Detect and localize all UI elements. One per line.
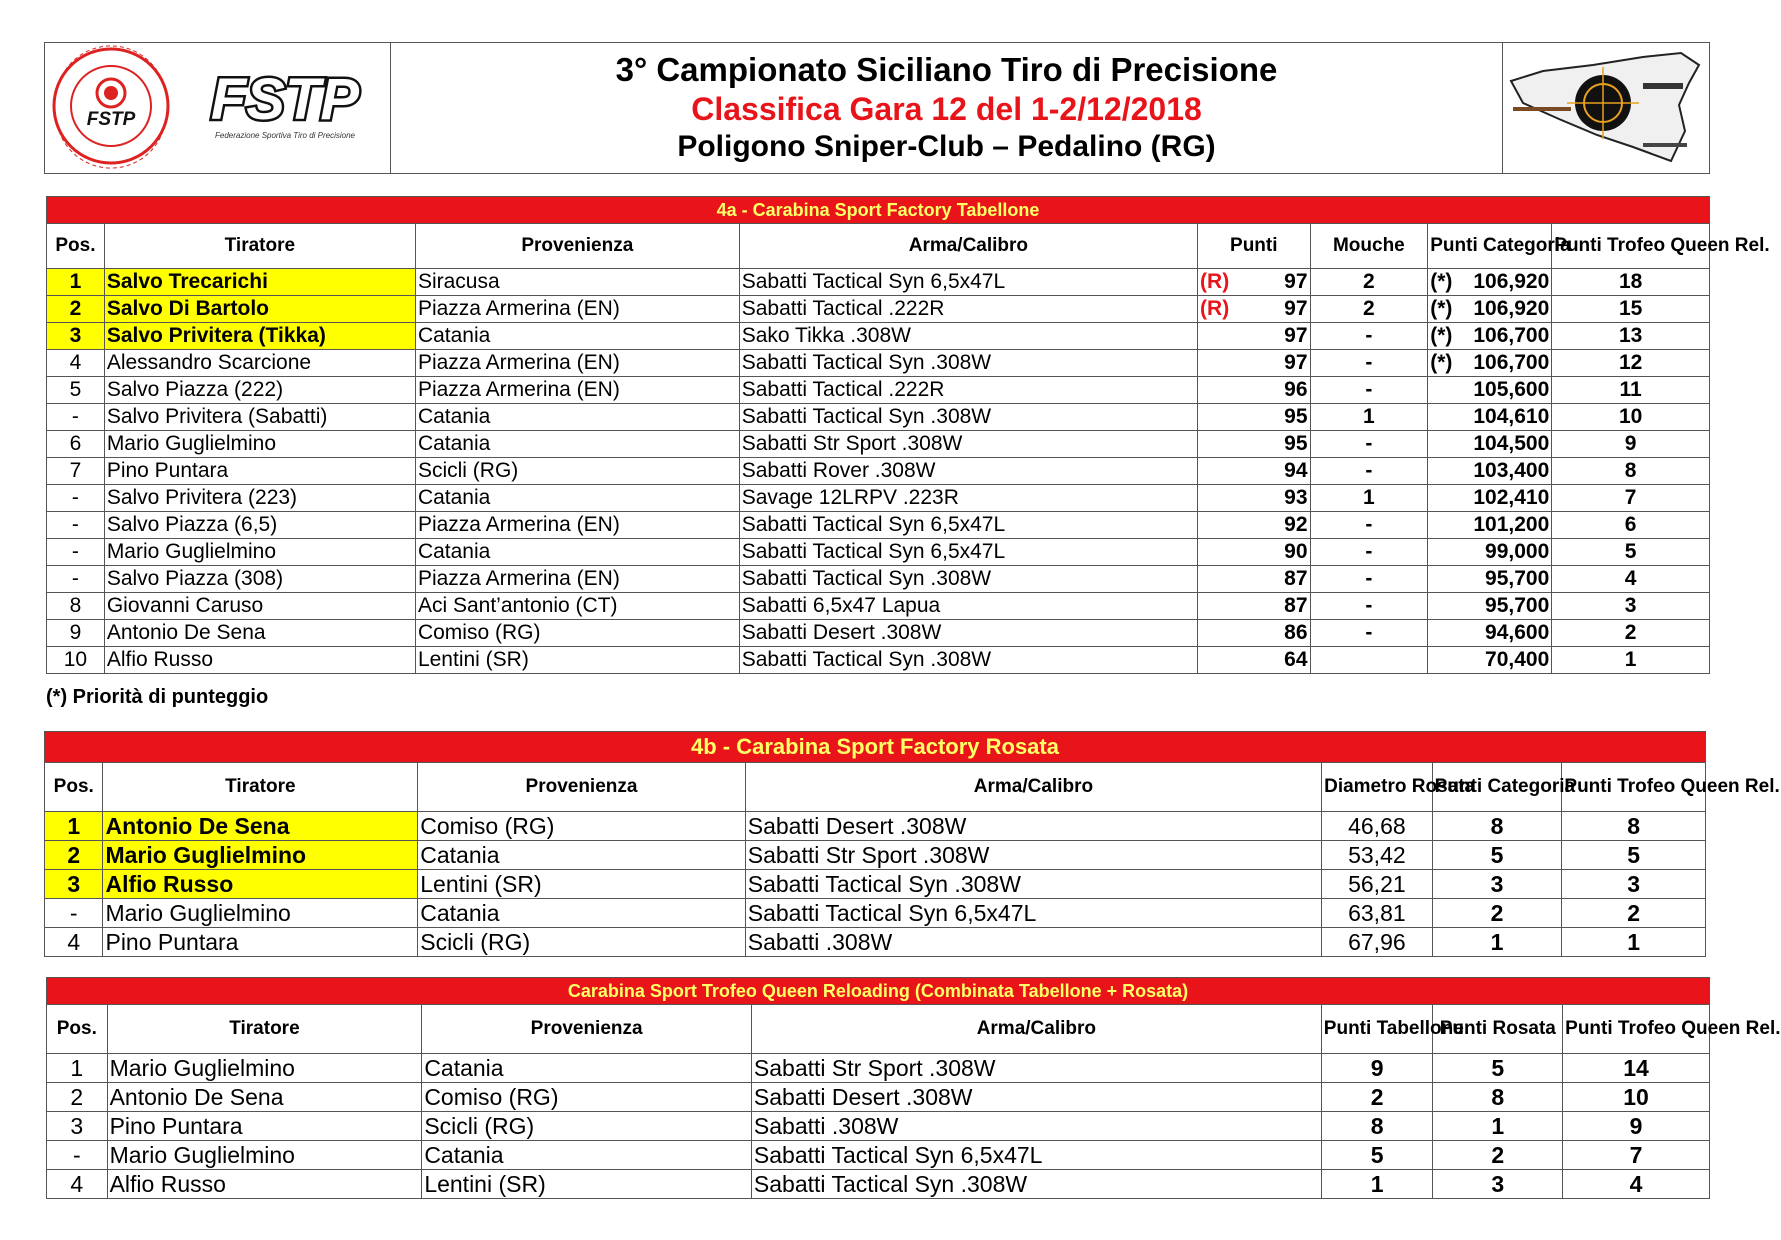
svg-text:FSTP: FSTP — [210, 67, 360, 132]
shooter-name-cell: Mario Guglielmino — [107, 1141, 422, 1170]
points-cell — [1198, 377, 1310, 404]
table-row — [47, 539, 1710, 566]
origin-cell: Catania — [415, 539, 739, 566]
points-cell — [1198, 539, 1310, 566]
weapon-cell: Sabatti .308W — [745, 928, 1321, 957]
col-header: Punti Categoria — [1428, 224, 1552, 269]
trophy-points-cell: 4 — [1563, 1170, 1710, 1199]
shooter-name-cell: Antonio De Sena — [103, 812, 418, 841]
position-cell: - — [47, 539, 105, 566]
position-cell: - — [45, 899, 103, 928]
points-cell — [1198, 512, 1310, 539]
shooter-name-cell: Salvo Di Bartolo — [104, 296, 415, 323]
col-header: Punti Trofeo Queen Rel. — [1552, 224, 1710, 269]
category-points-cell: 3 — [1432, 870, 1562, 899]
weapon-cell: Savage 12LRPV .223R — [739, 485, 1197, 512]
origin-cell: Catania — [415, 431, 739, 458]
col-header: Punti Categoria — [1432, 763, 1562, 812]
weapon-cell: Sabatti Tactical Syn .308W — [739, 404, 1197, 431]
weapon-cell: Sabatti Tactical .222R — [739, 296, 1197, 323]
points-cell — [1198, 458, 1310, 485]
origin-cell: Piazza Armerina (EN) — [415, 566, 739, 593]
origin-cell: Catania — [415, 323, 739, 350]
table-header-row — [47, 1005, 1710, 1054]
mouche-cell: - — [1310, 539, 1428, 566]
trophy-points-cell: 8 — [1552, 458, 1710, 485]
table-row — [47, 296, 1710, 323]
points-cell — [1198, 647, 1310, 674]
points-cell — [1198, 620, 1310, 647]
rosata-points-cell: 5 — [1433, 1054, 1563, 1083]
category-points-cell — [1428, 296, 1552, 323]
shooter-name-cell: Mario Guglielmino — [107, 1054, 422, 1083]
tabellone-points-cell: 8 — [1321, 1112, 1433, 1141]
points-cell — [1198, 485, 1310, 512]
tabellone-points-cell: 5 — [1321, 1141, 1433, 1170]
origin-cell: Piazza Armerina (EN) — [415, 512, 739, 539]
origin-cell: Comiso (RG) — [422, 1083, 752, 1112]
category-points-cell — [1428, 404, 1552, 431]
points-cell-value: 87 — [1284, 594, 1308, 617]
position-cell: - — [47, 404, 105, 431]
trophy-points-cell: 3 — [1552, 593, 1710, 620]
category-points-cell — [1428, 377, 1552, 404]
weapon-cell: Sabatti Tactical Syn 6,5x47L — [739, 269, 1197, 296]
points-cell-value: 87 — [1284, 567, 1308, 590]
shooter-name-cell: Salvo Privitera (Tikka) — [104, 323, 415, 350]
origin-cell: Scicli (RG) — [415, 458, 739, 485]
weapon-cell: Sabatti Str Sport .308W — [739, 431, 1197, 458]
points-cell-value: 64 — [1284, 648, 1308, 671]
position-cell: 2 — [47, 296, 105, 323]
trophy-points-cell: 5 — [1562, 841, 1706, 870]
category-points-cell — [1428, 647, 1552, 674]
category-points-cell-prefix: (*) — [1430, 270, 1453, 293]
shooter-name-cell: Mario Guglielmino — [104, 539, 415, 566]
category-points-cell-prefix: (*) — [1430, 351, 1453, 374]
mouche-cell: - — [1310, 323, 1428, 350]
category-points-cell — [1428, 512, 1552, 539]
diameter-cell: 46,68 — [1322, 812, 1433, 841]
origin-cell: Comiso (RG) — [418, 812, 746, 841]
points-cell — [1198, 431, 1310, 458]
points-cell — [1198, 323, 1310, 350]
table-combinata — [46, 977, 1781, 1199]
origin-cell: Scicli (RG) — [422, 1112, 752, 1141]
shooter-name-cell: Pino Puntara — [107, 1112, 422, 1141]
position-cell: 5 — [47, 377, 105, 404]
trophy-points-cell: 1 — [1552, 647, 1710, 674]
col-header: Pos. — [45, 763, 103, 812]
category-points-cell: 2 — [1432, 899, 1562, 928]
col-header: Arma/Calibro — [751, 1005, 1321, 1054]
priority-note: (*) Priorità di punteggio — [46, 686, 269, 708]
col-header: Pos. — [47, 1005, 108, 1054]
table-header-row — [45, 763, 1706, 812]
mouche-cell: 1 — [1310, 404, 1428, 431]
shooter-name-cell: Salvo Trecarichi — [104, 269, 415, 296]
points-cell-value: 97 — [1284, 351, 1308, 374]
weapon-cell: Sabatti Tactical Syn 6,5x47L — [739, 539, 1197, 566]
mouche-cell: - — [1310, 566, 1428, 593]
venue-title: Poligono Sniper-Club – Pedalino (RG) — [677, 130, 1216, 163]
mouche-cell: - — [1310, 350, 1428, 377]
position-cell: 4 — [47, 350, 105, 377]
diameter-cell: 53,42 — [1322, 841, 1433, 870]
trophy-points-cell: 9 — [1552, 431, 1710, 458]
category-points-cell-value: 104,500 — [1473, 432, 1550, 455]
mouche-cell: 2 — [1310, 269, 1428, 296]
weapon-cell: Sabatti Rover .308W — [739, 458, 1197, 485]
table-row — [47, 620, 1710, 647]
shooter-name-cell: Mario Guglielmino — [103, 899, 418, 928]
shooter-name-cell: Alessandro Scarcione — [104, 350, 415, 377]
tabellone-points-cell: 9 — [1321, 1054, 1433, 1083]
table-row — [45, 870, 1706, 899]
shooter-name-cell: Alfio Russo — [107, 1170, 422, 1199]
weapon-cell: Sabatti Desert .308W — [745, 812, 1321, 841]
fstp-logo — [45, 43, 391, 173]
trophy-points-cell: 18 — [1552, 269, 1710, 296]
table-tabellone — [46, 196, 1770, 674]
points-cell — [1198, 296, 1310, 323]
shooter-name-cell: Alfio Russo — [103, 870, 418, 899]
col-header: Arma/Calibro — [745, 763, 1321, 812]
table-row — [47, 1112, 1710, 1141]
points-cell-value: 97 — [1284, 297, 1308, 320]
weapon-cell: Sabatti Tactical Syn .308W — [739, 647, 1197, 674]
category-points-cell — [1428, 350, 1552, 377]
table-row — [47, 431, 1710, 458]
position-cell: 6 — [47, 431, 105, 458]
origin-cell: Lentini (SR) — [415, 647, 739, 674]
table-row — [47, 512, 1710, 539]
shooter-name-cell: Mario Guglielmino — [104, 431, 415, 458]
points-cell-value: 95 — [1284, 405, 1308, 428]
origin-cell: Piazza Armerina (EN) — [415, 350, 739, 377]
mouche-cell: 1 — [1310, 485, 1428, 512]
category-points-cell-value: 103,400 — [1473, 459, 1550, 482]
points-cell-value: 97 — [1284, 324, 1308, 347]
weapon-cell: Sabatti Desert .308W — [739, 620, 1197, 647]
table-row — [47, 404, 1710, 431]
table-row — [45, 841, 1706, 870]
category-points-cell-value: 101,200 — [1473, 513, 1550, 536]
col-header: Provenienza — [418, 763, 746, 812]
points-cell — [1198, 566, 1310, 593]
shooter-name-cell: Antonio De Sena — [104, 620, 415, 647]
category-points-cell — [1428, 431, 1552, 458]
trophy-points-cell: 2 — [1552, 620, 1710, 647]
col-header: Arma/Calibro — [739, 224, 1197, 269]
origin-cell: Catania — [422, 1054, 752, 1083]
col-header: Pos. — [47, 224, 105, 269]
section-c-title: Carabina Sport Trofeo Queen Reloading (Combinata Tabellone + Rosata) — [47, 978, 1710, 1005]
col-header: Tiratore — [107, 1005, 422, 1054]
position-cell: 7 — [47, 458, 105, 485]
diameter-cell: 56,21 — [1322, 870, 1433, 899]
weapon-cell: Sabatti Tactical Syn .308W — [739, 350, 1197, 377]
col-header: Tiratore — [103, 763, 418, 812]
mouche-cell: - — [1310, 593, 1428, 620]
shooter-name-cell: Pino Puntara — [103, 928, 418, 957]
table-row — [47, 377, 1710, 404]
col-header: Punti — [1198, 224, 1310, 269]
table-row — [45, 899, 1706, 928]
svg-text:FSTP: FSTP — [86, 109, 136, 130]
col-header: Diametro Rosata — [1322, 763, 1433, 812]
category-points-cell-value: 104,610 — [1473, 405, 1550, 428]
origin-cell: Catania — [415, 404, 739, 431]
category-points-cell-value: 94,600 — [1485, 621, 1550, 644]
position-cell: 1 — [45, 812, 103, 841]
table-row — [47, 350, 1710, 377]
category-points-cell — [1428, 620, 1552, 647]
table-row — [47, 485, 1710, 512]
mouche-cell: - — [1310, 377, 1428, 404]
category-points-cell-value: 95,700 — [1485, 567, 1550, 590]
trophy-points-cell: 7 — [1552, 485, 1710, 512]
origin-cell: Aci Sant’antonio (CT) — [415, 593, 739, 620]
table-row — [45, 928, 1706, 957]
table-row — [47, 458, 1710, 485]
trophy-points-cell: 11 — [1552, 377, 1710, 404]
shooter-name-cell: Alfio Russo — [104, 647, 415, 674]
trophy-points-cell: 14 — [1563, 1054, 1710, 1083]
rosata-points-cell: 3 — [1433, 1170, 1563, 1199]
diameter-cell: 63,81 — [1322, 899, 1433, 928]
points-cell-value: 93 — [1284, 486, 1308, 509]
points-cell — [1198, 404, 1310, 431]
origin-cell: Comiso (RG) — [415, 620, 739, 647]
points-cell-value: 95 — [1284, 432, 1308, 455]
category-points-cell — [1428, 269, 1552, 296]
points-cell-prefix: (R) — [1200, 297, 1230, 320]
trophy-points-cell: 8 — [1562, 812, 1706, 841]
section-a-title: 4a - Carabina Sport Factory Tabellone — [47, 197, 1710, 224]
mouche-cell: - — [1310, 620, 1428, 647]
weapon-cell: Sabatti Tactical Syn .308W — [745, 870, 1321, 899]
position-cell: 3 — [47, 323, 105, 350]
position-cell: 4 — [47, 1170, 108, 1199]
origin-cell: Scicli (RG) — [418, 928, 746, 957]
trophy-points-cell: 5 — [1552, 539, 1710, 566]
category-points-cell-value: 106,920 — [1473, 270, 1550, 293]
weapon-cell: Sabatti Str Sport .308W — [745, 841, 1321, 870]
trophy-points-cell: 2 — [1562, 899, 1706, 928]
shooter-name-cell: Salvo Piazza (6,5) — [104, 512, 415, 539]
table-row — [47, 1141, 1710, 1170]
trophy-points-cell: 4 — [1552, 566, 1710, 593]
category-points-cell-prefix: (*) — [1430, 297, 1453, 320]
svg-text:Federazione Sportiva Tiro di P: Federazione Sportiva Tiro di Precisione — [215, 131, 355, 140]
trophy-points-cell: 1 — [1562, 928, 1706, 957]
position-cell: - — [47, 1141, 108, 1170]
points-cell-value: 97 — [1284, 270, 1308, 293]
col-header: Punti Trofeo Queen Rel. — [1563, 1005, 1710, 1054]
category-points-cell: 8 — [1432, 812, 1562, 841]
category-points-cell-value: 102,410 — [1473, 486, 1550, 509]
category-points-cell-value: 95,700 — [1485, 594, 1550, 617]
origin-cell: Lentini (SR) — [418, 870, 746, 899]
weapon-cell: Sabatti Tactical Syn 6,5x47L — [745, 899, 1321, 928]
weapon-cell: Sabatti Tactical .222R — [739, 377, 1197, 404]
category-points-cell — [1428, 485, 1552, 512]
category-points-cell: 5 — [1432, 841, 1562, 870]
origin-cell: Piazza Armerina (EN) — [415, 377, 739, 404]
mouche-cell: - — [1310, 512, 1428, 539]
table-rosata — [44, 731, 1780, 957]
header-titles — [391, 43, 1502, 173]
shooter-name-cell: Salvo Piazza (222) — [104, 377, 415, 404]
origin-cell: Catania — [418, 841, 746, 870]
position-cell: 8 — [47, 593, 105, 620]
rosata-points-cell: 1 — [1433, 1112, 1563, 1141]
position-cell: - — [47, 512, 105, 539]
mouche-cell: 2 — [1310, 296, 1428, 323]
position-cell: 2 — [45, 841, 103, 870]
origin-cell: Catania — [418, 899, 746, 928]
rosata-points-cell: 2 — [1433, 1141, 1563, 1170]
points-cell-prefix: (R) — [1200, 270, 1230, 293]
mouche-cell: - — [1310, 431, 1428, 458]
points-cell-value: 96 — [1284, 378, 1308, 401]
sicily-map-graphic — [1503, 43, 1707, 172]
points-cell — [1198, 350, 1310, 377]
category-points-cell-prefix: (*) — [1430, 324, 1453, 347]
position-cell: 1 — [47, 269, 105, 296]
trophy-points-cell: 13 — [1552, 323, 1710, 350]
document-header — [44, 42, 1710, 174]
origin-cell: Piazza Armerina (EN) — [415, 296, 739, 323]
table-row — [47, 566, 1710, 593]
category-points-cell — [1428, 323, 1552, 350]
col-header: Provenienza — [422, 1005, 752, 1054]
col-header: Provenienza — [415, 224, 739, 269]
category-points-cell — [1428, 539, 1552, 566]
category-points-cell-value: 106,700 — [1473, 351, 1550, 374]
category-points-cell-value: 70,400 — [1485, 648, 1550, 671]
tabellone-points-cell: 1 — [1321, 1170, 1433, 1199]
table-row — [47, 323, 1710, 350]
position-cell: - — [47, 485, 105, 512]
category-points-cell-value: 99,000 — [1485, 540, 1550, 563]
section-b-title: 4b - Carabina Sport Factory Rosata — [45, 732, 1706, 763]
category-points-cell — [1428, 566, 1552, 593]
position-cell: - — [47, 566, 105, 593]
position-cell: 3 — [47, 1112, 108, 1141]
origin-cell: Catania — [422, 1141, 752, 1170]
points-cell-value: 92 — [1284, 513, 1308, 536]
table-row — [47, 1083, 1710, 1112]
category-points-cell-value: 106,700 — [1473, 324, 1550, 347]
championship-title: 3° Campionato Siciliano Tiro di Precisione — [615, 51, 1278, 88]
rosata-points-cell: 8 — [1433, 1083, 1563, 1112]
tabellone-points-cell: 2 — [1321, 1083, 1433, 1112]
shooter-name-cell: Giovanni Caruso — [104, 593, 415, 620]
table-row — [47, 269, 1710, 296]
trophy-points-cell: 6 — [1552, 512, 1710, 539]
points-cell-value: 90 — [1284, 540, 1308, 563]
shooter-name-cell: Pino Puntara — [104, 458, 415, 485]
table-row — [45, 812, 1706, 841]
category-points-cell: 1 — [1432, 928, 1562, 957]
weapon-cell: Sako Tikka .308W — [739, 323, 1197, 350]
trophy-points-cell: 10 — [1552, 404, 1710, 431]
shooter-name-cell: Salvo Piazza (308) — [104, 566, 415, 593]
points-cell — [1198, 593, 1310, 620]
col-header: Punti Trofeo Queen Rel. — [1562, 763, 1706, 812]
points-cell-value: 94 — [1284, 459, 1308, 482]
category-points-cell — [1428, 593, 1552, 620]
col-header: Punti Tabellone — [1321, 1005, 1433, 1054]
shooter-name-cell: Antonio De Sena — [107, 1083, 422, 1112]
position-cell: 10 — [47, 647, 105, 674]
category-points-cell-value: 105,600 — [1473, 378, 1550, 401]
mouche-cell — [1310, 647, 1428, 674]
shooter-name-cell: Salvo Privitera (223) — [104, 485, 415, 512]
origin-cell: Lentini (SR) — [422, 1170, 752, 1199]
position-cell: 3 — [45, 870, 103, 899]
weapon-cell: Sabatti Tactical Syn .308W — [739, 566, 1197, 593]
trophy-points-cell: 12 — [1552, 350, 1710, 377]
table-row — [47, 1170, 1710, 1199]
fstp-logo-graphic — [45, 43, 388, 172]
table-header-row — [47, 224, 1710, 269]
weapon-cell: Sabatti Tactical Syn .308W — [751, 1170, 1321, 1199]
shooter-name-cell: Salvo Privitera (Sabatti) — [104, 404, 415, 431]
shooter-name-cell: Mario Guglielmino — [103, 841, 418, 870]
table-row — [47, 593, 1710, 620]
origin-cell: Catania — [415, 485, 739, 512]
weapon-cell: Sabatti 6,5x47 Lapua — [739, 593, 1197, 620]
trophy-points-cell: 10 — [1563, 1083, 1710, 1112]
trophy-points-cell: 7 — [1563, 1141, 1710, 1170]
weapon-cell: Sabatti .308W — [751, 1112, 1321, 1141]
diameter-cell: 67,96 — [1322, 928, 1433, 957]
ranking-title: Classifica Gara 12 del 1-2/12/2018 — [691, 91, 1202, 127]
col-header: Mouche — [1310, 224, 1428, 269]
trophy-points-cell: 15 — [1552, 296, 1710, 323]
trophy-points-cell: 9 — [1563, 1112, 1710, 1141]
weapon-cell: Sabatti Desert .308W — [751, 1083, 1321, 1112]
points-cell — [1198, 269, 1310, 296]
position-cell: 2 — [47, 1083, 108, 1112]
points-cell-value: 86 — [1284, 621, 1308, 644]
sicily-map-logo — [1502, 43, 1709, 173]
position-cell: 1 — [47, 1054, 108, 1083]
origin-cell: Siracusa — [415, 269, 739, 296]
weapon-cell: Sabatti Tactical Syn 6,5x47L — [751, 1141, 1321, 1170]
col-header: Punti Rosata — [1433, 1005, 1563, 1054]
weapon-cell: Sabatti Str Sport .308W — [751, 1054, 1321, 1083]
position-cell: 4 — [45, 928, 103, 957]
table-row — [47, 647, 1710, 674]
trophy-points-cell: 3 — [1562, 870, 1706, 899]
col-header: Tiratore — [104, 224, 415, 269]
weapon-cell: Sabatti Tactical Syn 6,5x47L — [739, 512, 1197, 539]
category-points-cell-value: 106,920 — [1473, 297, 1550, 320]
position-cell: 9 — [47, 620, 105, 647]
category-points-cell — [1428, 458, 1552, 485]
mouche-cell: - — [1310, 458, 1428, 485]
table-row — [47, 1054, 1710, 1083]
